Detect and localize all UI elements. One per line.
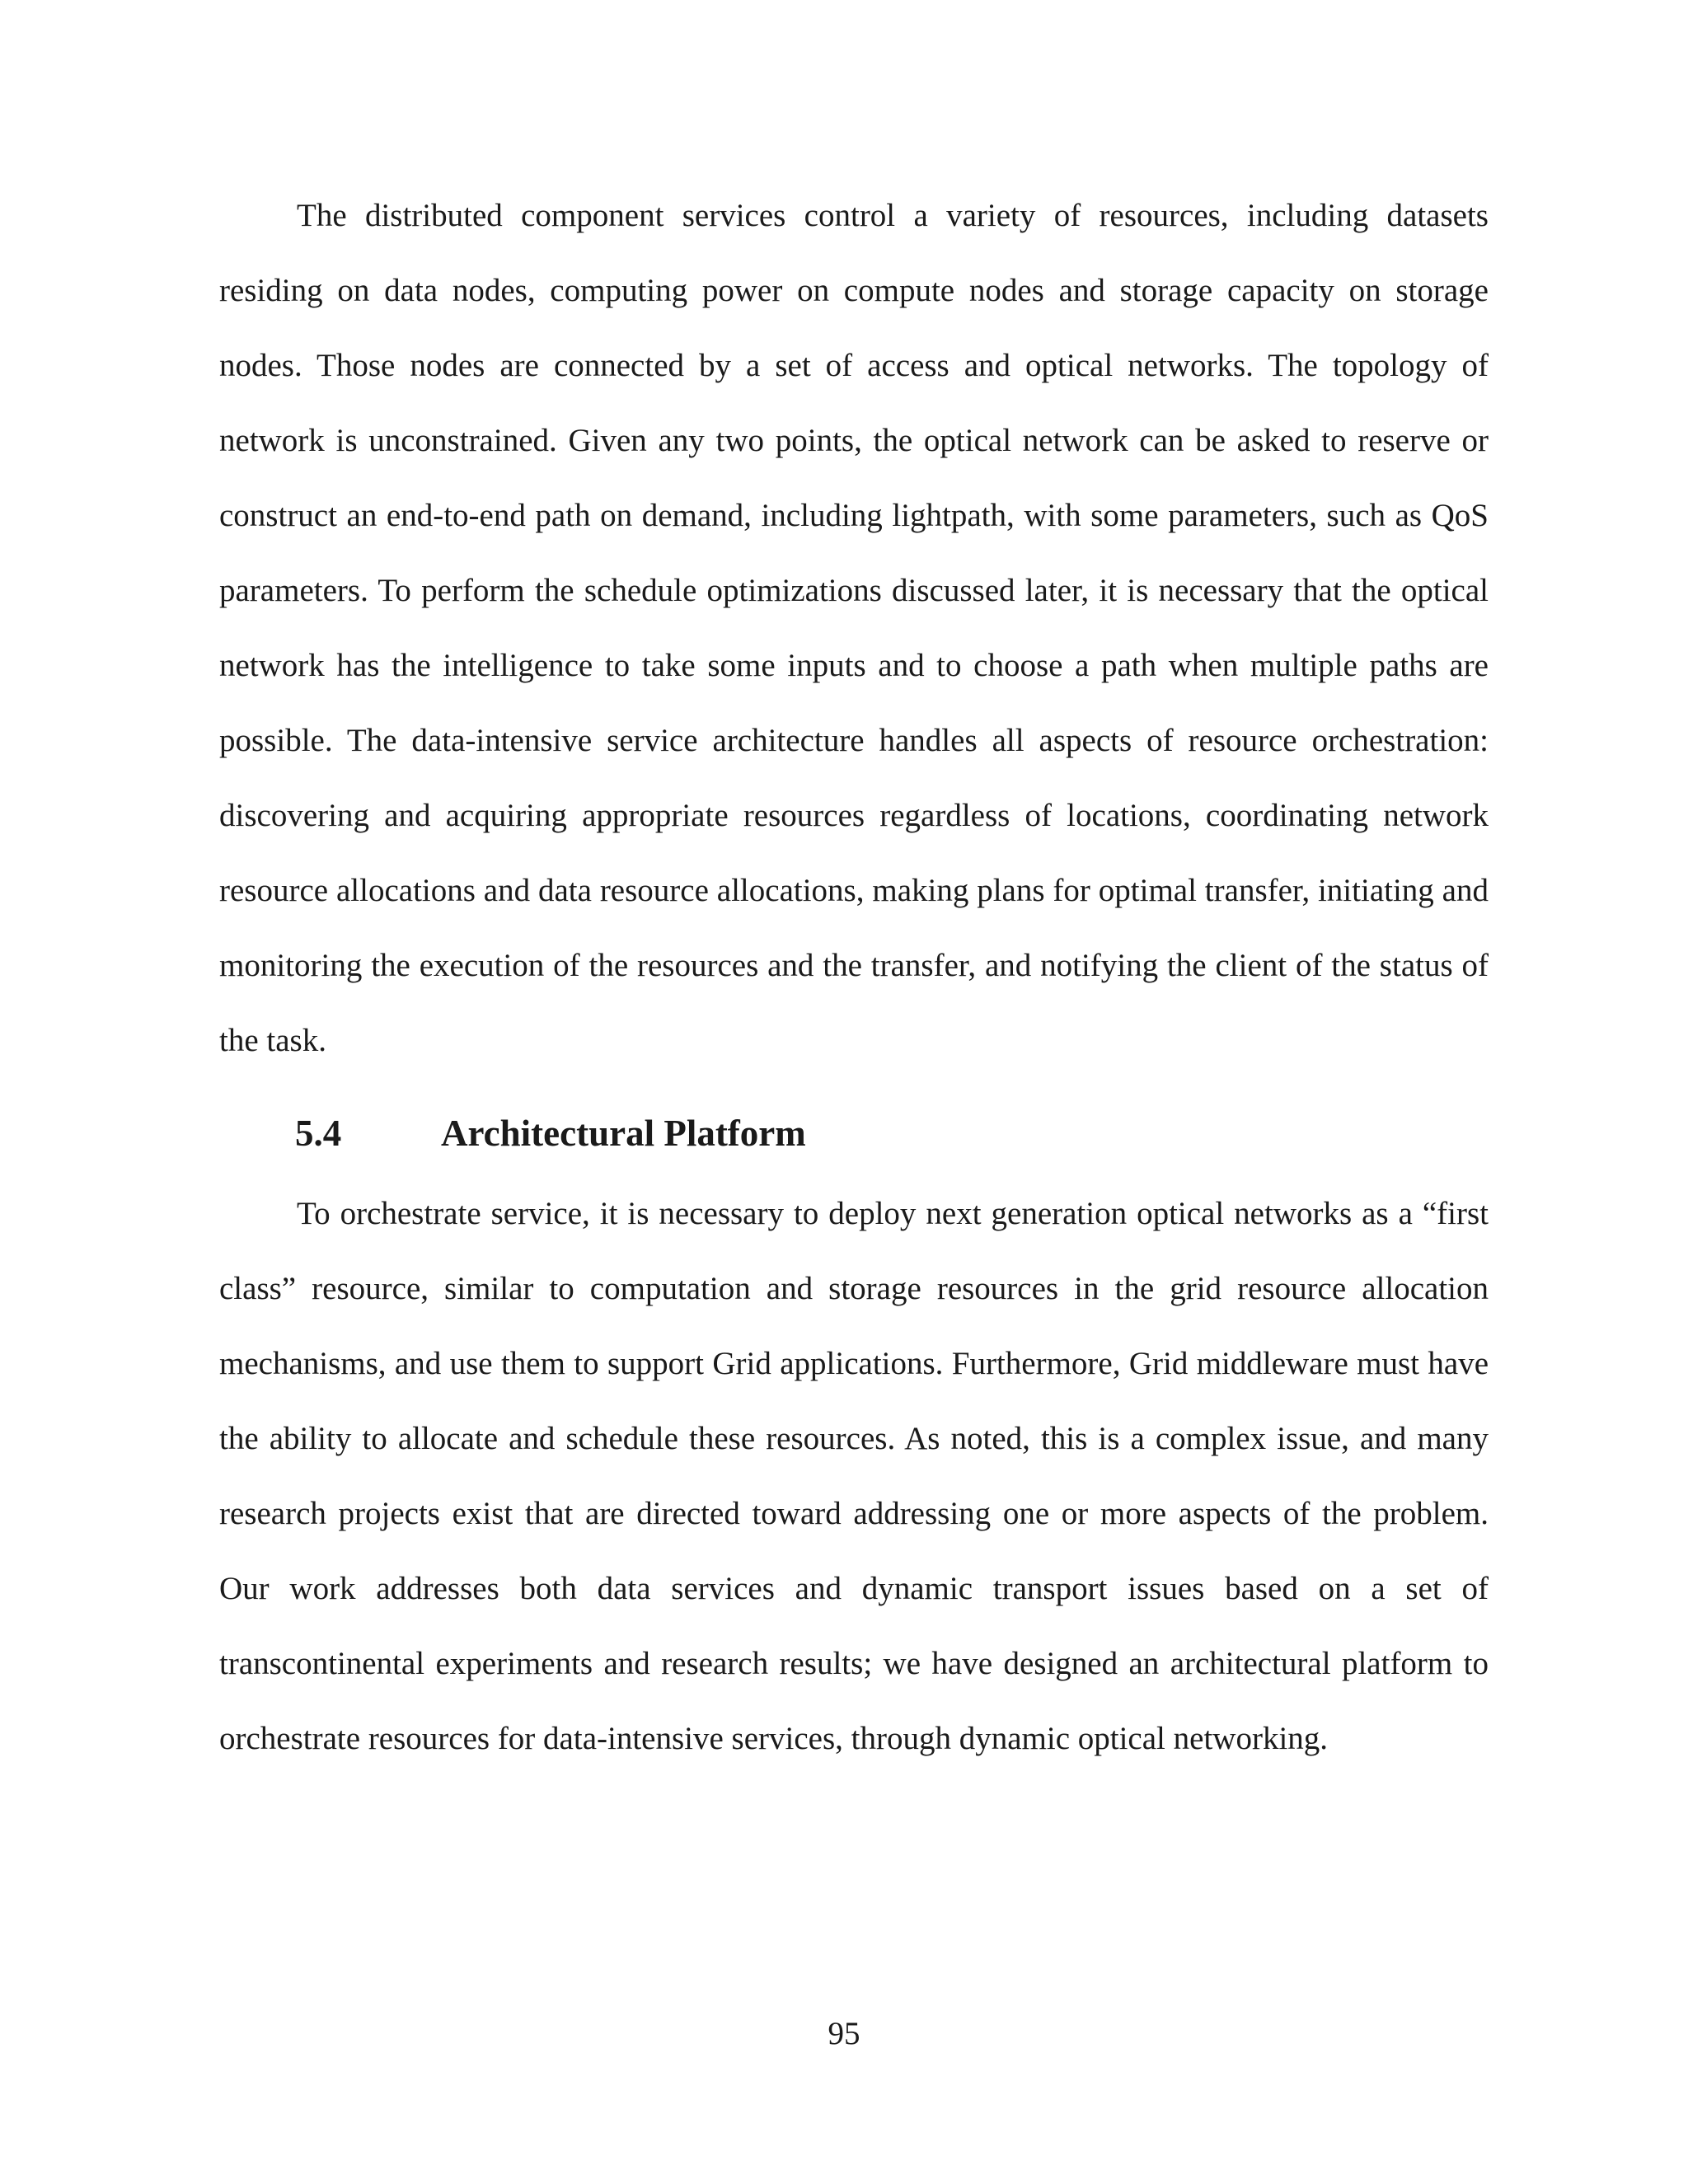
body-paragraph-2: To orchestrate service, it is necessary to deploy next generation optical networks as a “first class” resource, similar to computation and storage resources in the grid resource allocation mechanisms, and use them to support Grid applications. Furthermore, Grid middleware must have the ability to allocate and schedule these resources. As noted, this is a complex issue, and many research projects exist that are directed toward addressing one or more aspects of the problem. Our work addresses both data services and dynamic transport issues based on a set of transcontinental experiments and research results; we have designed an architectural platform to orchestrate resources for data-intensive services, through dynamic optical networking.	[219, 1196, 1489, 1756]
body-paragraph-1: The distributed component services control a variety of resources, including datasets residing on data nodes, computing power on compute nodes and storage capacity on storage nodes. Those nodes are connected by a set of access and optical networks. The topology of network is unconstrained. Given any two points, the optical network can be asked to reserve or construct an end-to-end path on demand, including lightpath, with some parameters, such as QoS parameters. To perform the schedule optimizations discussed later, it is necessary that the optical network has the intelligence to take some inputs and to choose a path when multiple paths are possible. The data-intensive service architecture handles all aspects of resource orchestration: discovering and acquiring appropriate resources regardless of locations, coordinating network resource allocations and data resource allocations, making plans for optimal transfer, initiating and monitoring the execution of the resources and the transfer, and notifying the client of the status of the task.	[219, 198, 1489, 1058]
page-number: 95	[828, 2016, 860, 2051]
section-heading	[295, 1104, 806, 1162]
section-number: 5.4	[295, 1113, 342, 1154]
section-title: Architectural Platform	[441, 1113, 806, 1154]
